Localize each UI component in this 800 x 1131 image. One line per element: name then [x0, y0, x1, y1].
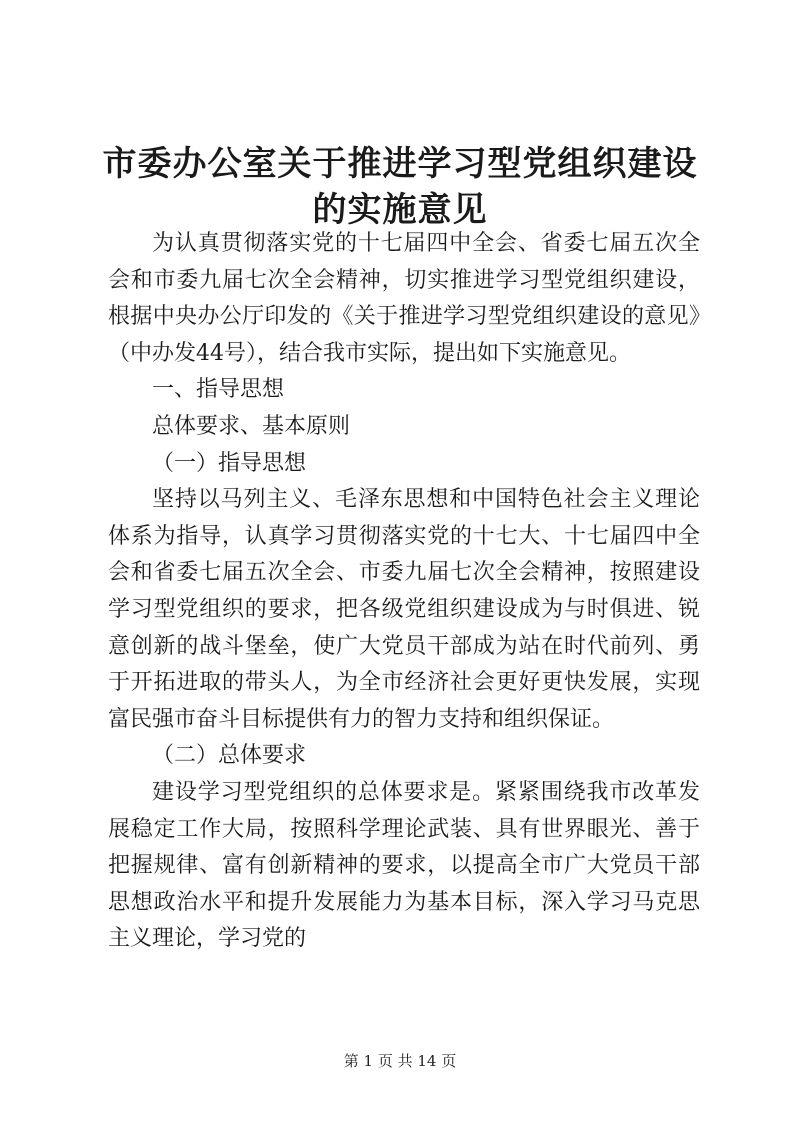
subsection-heading-overall-requirements: （二）总体要求 — [152, 743, 307, 769]
overall-requirements-paragraph: 建设学习型党组织的总体要求是。紧紧围绕我市改革发展稳定工作大局，按照科学理论武装、具有世界眼光、善于把握规律、富有创新精神的要求，以提高全市广大党员干部思想政治水平和提升发展能力为基本目标，深入学习马克思主义理论，学习党的 — [108, 779, 700, 952]
guiding-ideology-paragraph: 坚持以马列主义、毛泽东思想和中国特色社会主义理论体系为指导，认真学习贯彻落实党的十七大、十七届四中全会和省委七届五次全会、市委九届七次全会精神，按照建设学习型党组织的要求，把各级党组织建设成为与时俱进、锐意创新的战斗堡垒，使广大党员干部成为站在时代前列、勇于开拓进取的带头人，为全市经济社会更好更快发展，实现富民强市奋斗目标提供有力的智力支持和组织保证。 — [108, 487, 700, 732]
document-body — [108, 226, 700, 958]
section-heading-guiding-ideology: 一、指导思想 — [152, 377, 285, 403]
section-subheading-requirements-principles: 总体要求、基本原则 — [152, 413, 351, 439]
page-indicator: 第 1 页 共 14 页 — [343, 1052, 457, 1070]
document-title: 市委办公室关于推进学习型党组织建设的实施意见 — [102, 144, 698, 230]
subsection-heading-guiding-ideology: （一）指导思想 — [152, 450, 307, 476]
intro-paragraph: 为认真贯彻落实党的十七届四中全会、省委七届五次全会和市委九届七次全会精神，切实推进学习型党组织建设，根据中央办公厅印发的《关于推进学习型党组织建设的意见》（中办发44号），结合我市实际，提出如下实施意见。 — [108, 231, 700, 366]
